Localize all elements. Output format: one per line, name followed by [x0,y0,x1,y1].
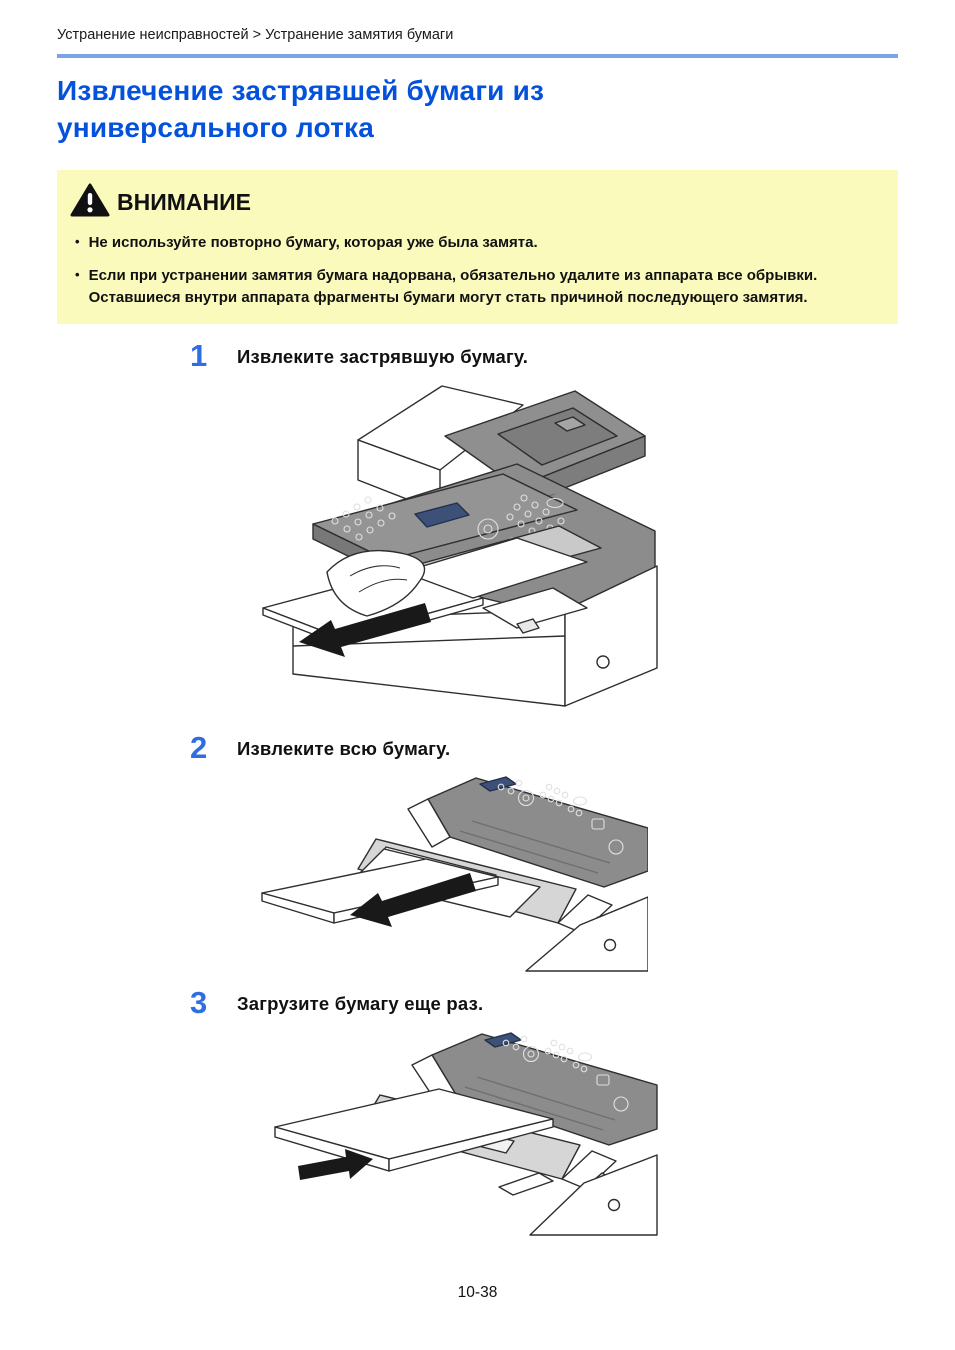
warning-label: ВНИМАНИЕ [117,188,252,215]
warning-box [57,170,898,324]
page-number: 10-38 [457,1284,498,1301]
warning-item [70,232,878,253]
step-1 [57,337,898,711]
page-header [57,27,898,58]
step-3 [57,984,898,1242]
step-1-heading [57,337,898,373]
figure-step-3 [247,1027,898,1242]
step-2-heading [57,729,898,765]
step-instruction: Извлеките всю бумагу. [237,737,451,759]
warning-item-text: Если при устранении замятия бумага надорвана, обязательно удалите из аппарата все обрывки. Оставшиеся внутри аппарата фрагменты бумаги могут стать причиной последующего замятия. [88,267,818,306]
warning-header [70,182,878,223]
warning-item [70,265,878,308]
bullet-marker: • [75,233,80,249]
warning-item-text: Не используйте повторно бумагу, которая уже была замята. [88,233,538,251]
mp-tray-load-paper-illustration [247,1027,662,1242]
step-3-heading [57,984,898,1020]
figure-step-2 [258,773,898,978]
page-title: Извлечение застрявшей бумаги из универсального лотка [57,75,545,143]
step-number: 1 [190,337,208,373]
step-2 [57,729,898,978]
step-number: 2 [190,729,208,765]
mp-tray-remove-paper-illustration [258,773,648,978]
header-rule [57,54,898,58]
figure-step-1 [255,376,898,711]
mfp-jam-removal-illustration [255,376,675,711]
warning-triangle-icon [70,182,110,223]
step-instruction: Загрузите бумагу еще раз. [237,992,484,1014]
step-instruction: Извлеките застрявшую бумагу. [237,345,529,367]
step-number: 3 [190,984,208,1020]
bullet-marker: • [75,267,80,283]
breadcrumb: Устранение неисправностей > Устранение замятия бумаги [57,27,454,43]
